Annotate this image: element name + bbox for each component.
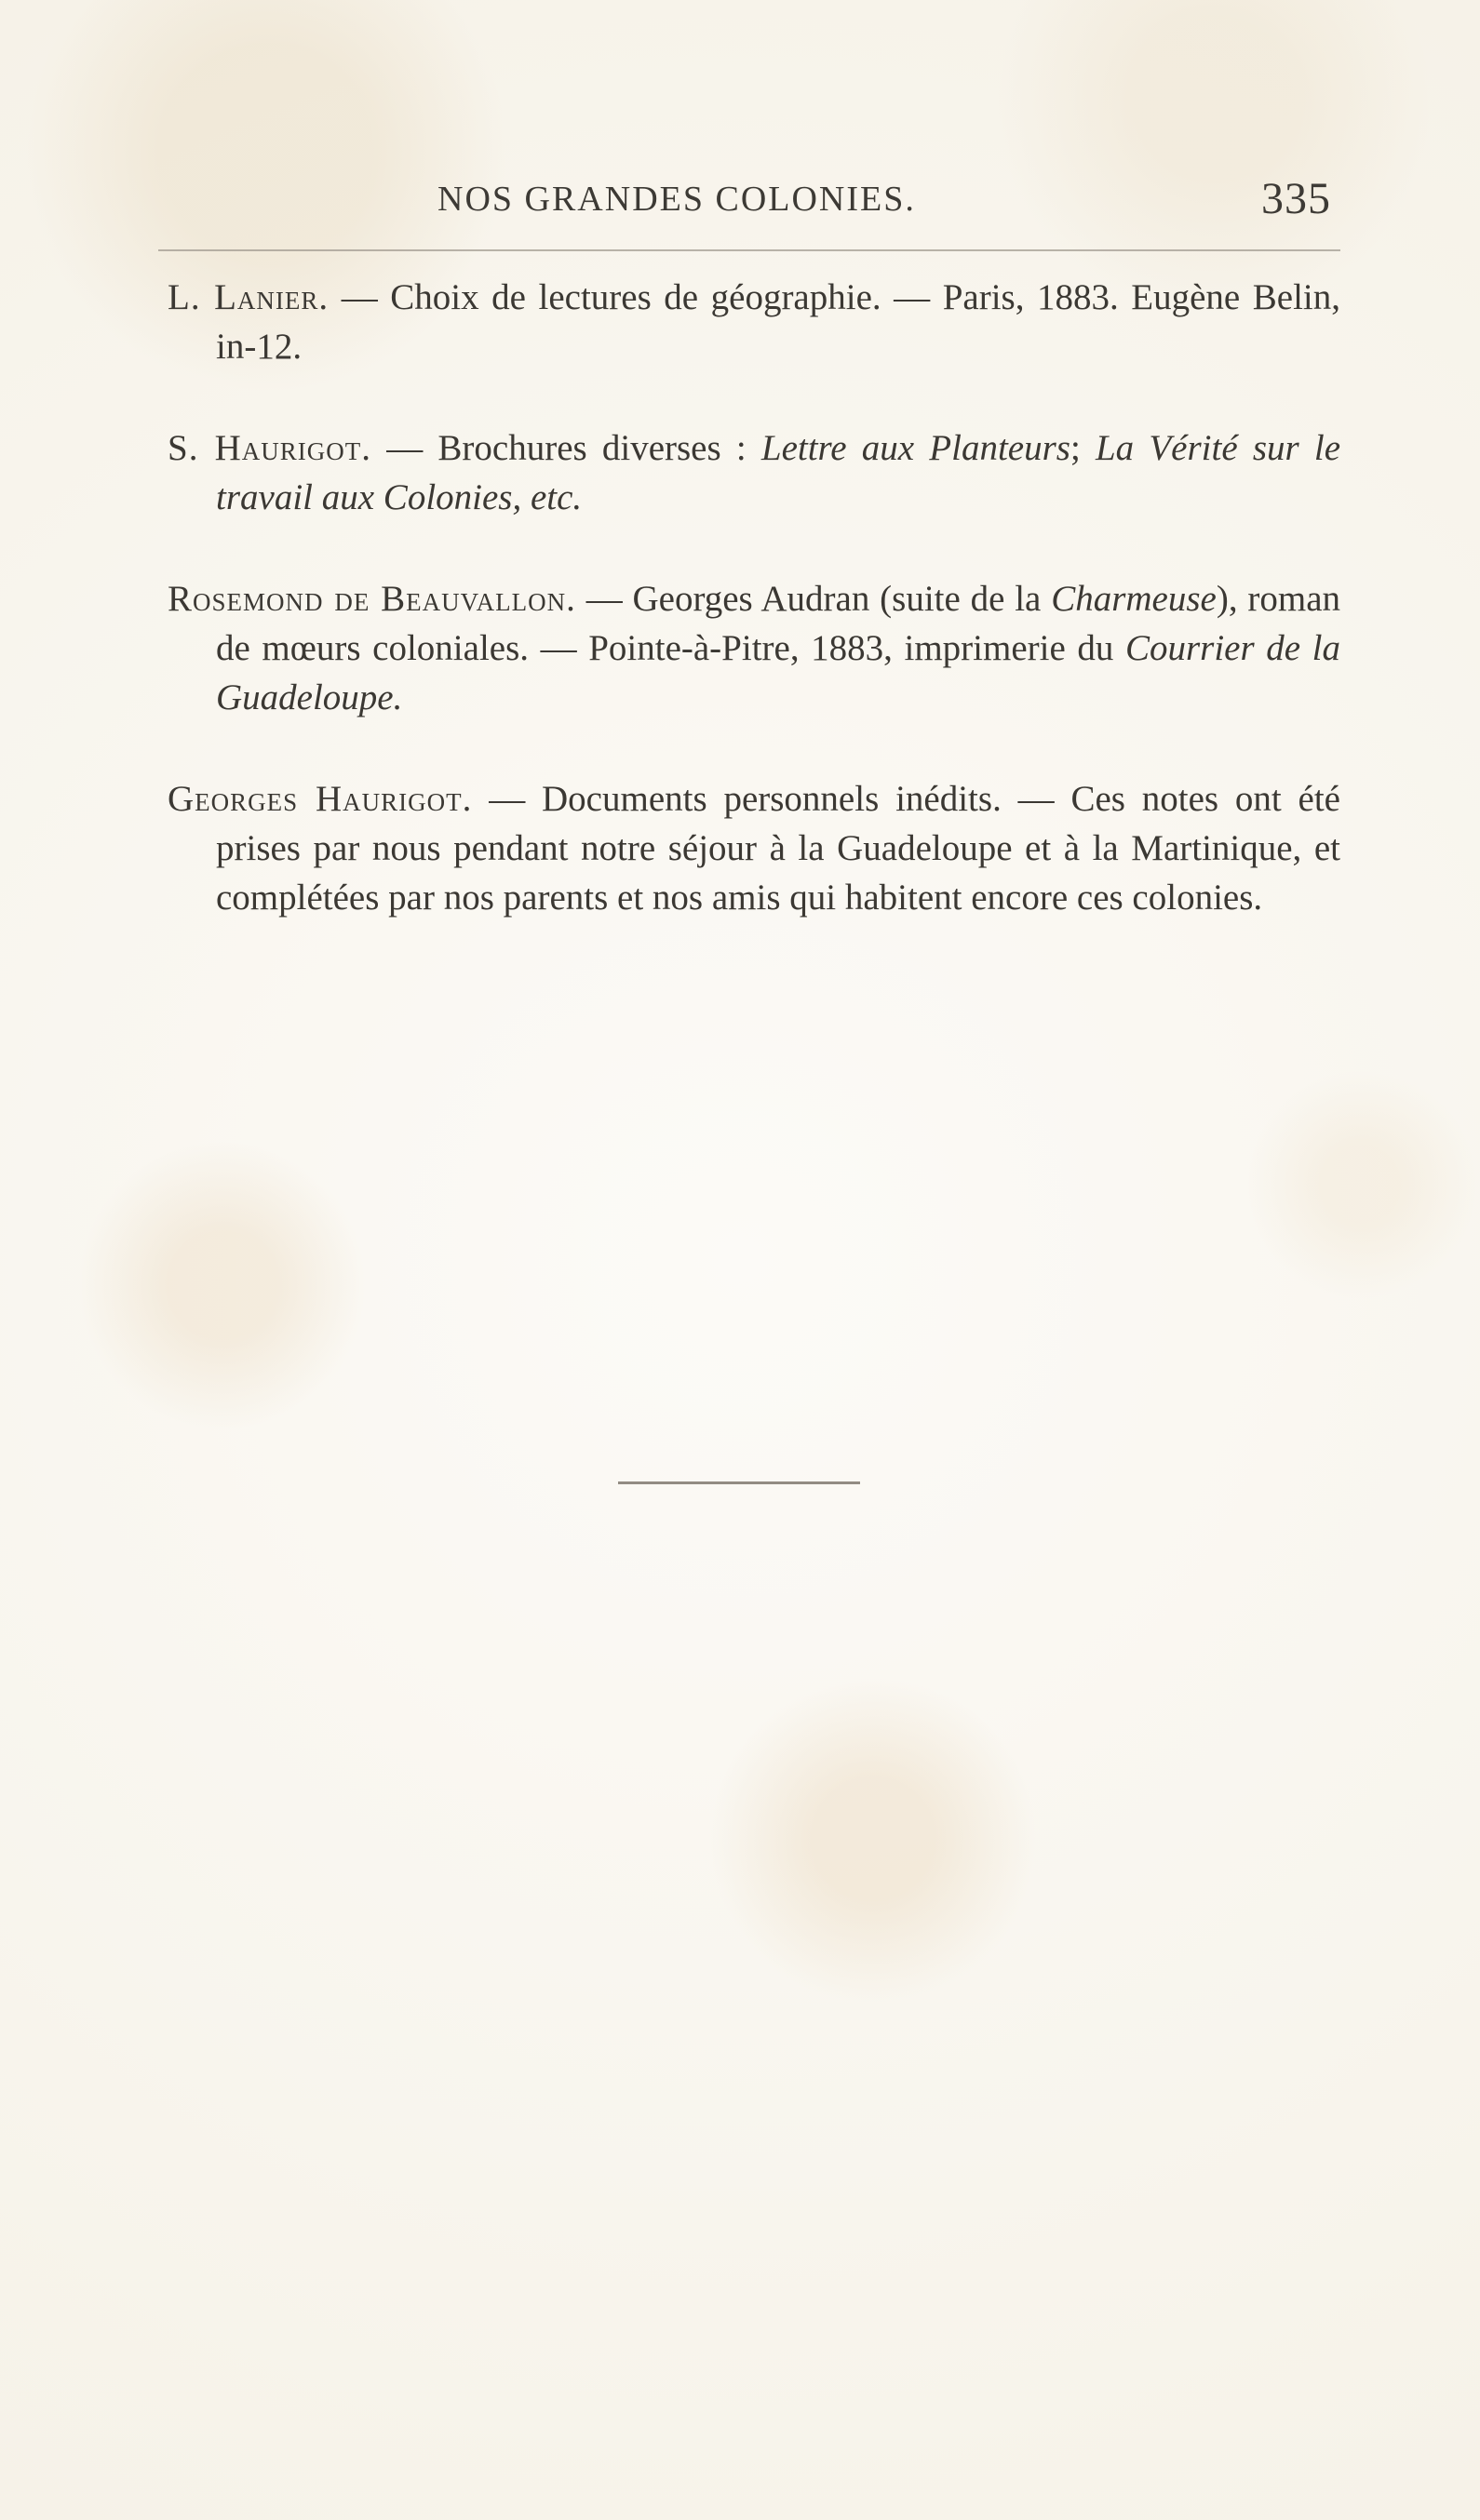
running-head: NOS GRANDES COLONIES. xyxy=(437,180,916,219)
header-divider xyxy=(158,249,1340,251)
entry-text: — Georges Audran (suite de la xyxy=(585,579,1042,620)
entry-author: Georges Haurigot. xyxy=(168,779,473,820)
bibliography-entry-rosemond xyxy=(168,574,1340,722)
entry-italic-title: Courrier de la Guadeloupe. xyxy=(216,628,1340,718)
entry-author: Rosemond de Beauvallon. xyxy=(168,579,576,620)
entry-text: — Brochures diverses : xyxy=(386,428,747,469)
page-header xyxy=(168,174,1331,223)
entry-italic-title: La Vérité sur le travail aux Colonies, etc. xyxy=(216,428,1341,518)
entry-italic-title: Charmeuse xyxy=(1051,579,1217,620)
bibliography-entry-georges-haurigot xyxy=(168,774,1340,922)
end-of-section-rule xyxy=(618,1481,860,1484)
entry-author: S. Haurigot. xyxy=(168,428,372,469)
page-number: 335 xyxy=(1261,174,1331,223)
entry-author: L. Lanier. xyxy=(168,277,330,317)
entry-text: ; xyxy=(1070,428,1081,469)
bibliography-entry-lanier xyxy=(168,273,1340,371)
entry-italic-title: Lettre aux Planteurs xyxy=(760,428,1070,469)
bibliography-list xyxy=(168,273,1340,974)
entry-text: — Choix de lectures de géographie. — Paris, 1883. Eugène Belin, in-12. xyxy=(216,277,1340,368)
bibliography-entry-haurigot-brochures xyxy=(168,423,1340,522)
entry-text: ), roman de mœurs coloniales. — Pointe-à-Pitre, 1883, imprimerie du xyxy=(216,579,1341,669)
entry-text: — Documents personnels inédits. — Ces notes ont été prises par nous pendant notre séjour à la Guadeloupe et à la Martinique, et complétées par nos parents et nos amis qui habitent encore ces colonies. xyxy=(216,779,1340,918)
